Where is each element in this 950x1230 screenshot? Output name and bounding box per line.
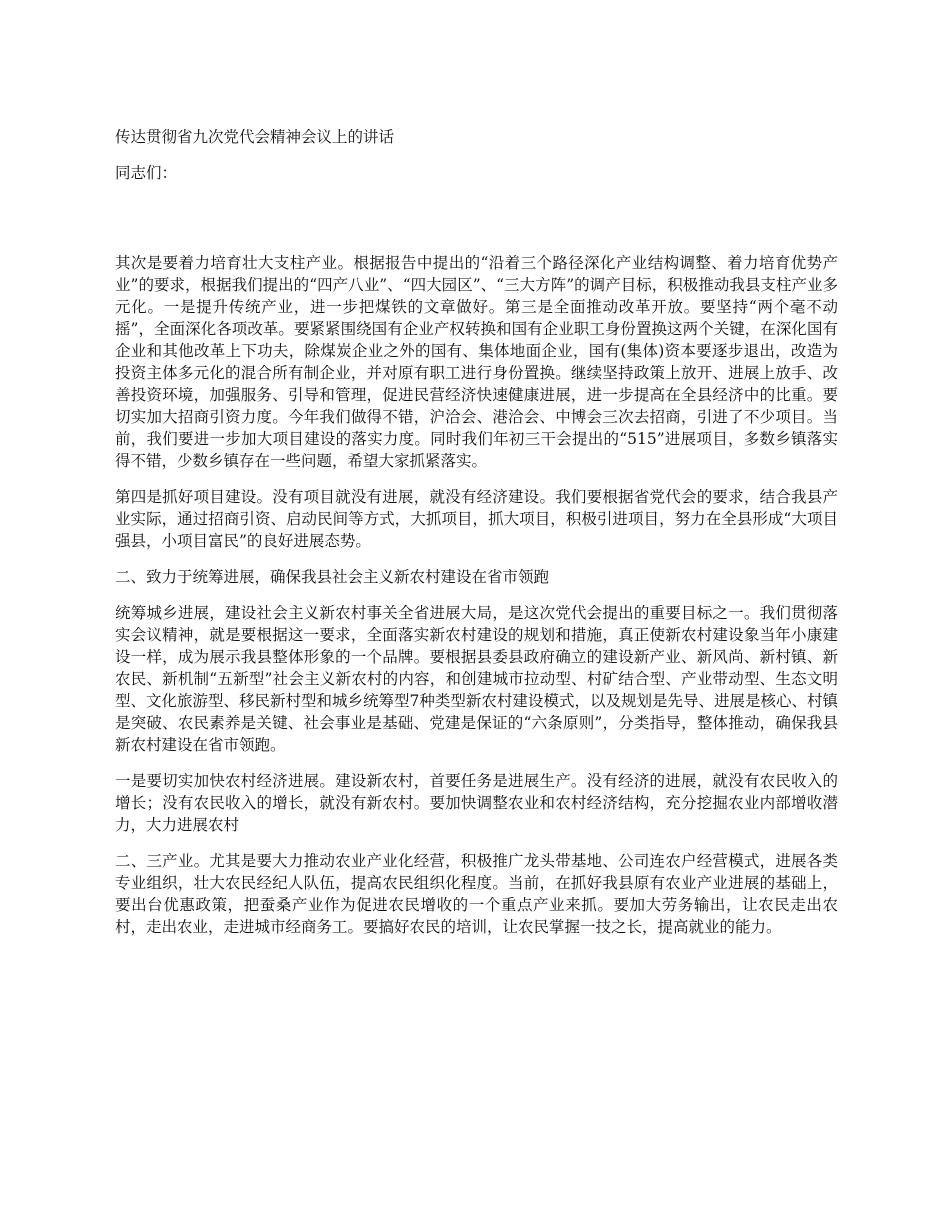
paragraph-rural-economy: 一是要切实加快农村经济进展。建设新农村，首要任务是进展生产。没有经济的进展，就没有农民收入的增长；没有农民收入的增长，就没有新农村。要加快调整农业和农村经济结构，充分挖掘农业内部增收潜力，大力进展农村 <box>115 772 838 834</box>
paragraph-secondary-tertiary-industry: 二、三产业。尤其是要大力推动农业产业化经营，积极推广龙头带基地、公司连农户经营模式，进展各类专业组织，壮大农民经纪人队伍，提高农民组织化程度。当前，在抓好我县原有农业产业进展的基础上，要出台优惠政策，把蚕桑产业作为促进农民增收的一个重点产业来抓。要加大劳务输出，让农民走出农村，走出农业，走进城市经商务工。要搞好农民的培训，让农民掌握一技之长，提高就业的能力。 <box>115 852 838 936</box>
document-body <box>115 126 838 938</box>
paragraph-project-construction: 第四是抓好项目建设。没有项目就没有进展，就没有经济建设。我们要根据省党代会的要求，结合我县产业实际，通过招商引资、启动民间等方式，大抓项目，抓大项目，积极引进项目，努力在全县形成“大项目强县，小项目富民”的良好进展态势。 <box>115 488 838 550</box>
section-heading-rural-development: 二、致力于统筹进展，确保我县社会主义新农村建设在省市领跑 <box>115 568 550 586</box>
salutation: 同志们： <box>115 164 178 182</box>
document-title: 传达贯彻省九次党代会精神会议上的讲话 <box>115 128 395 146</box>
paragraph-industry-reform: 其次是要着力培育壮大支柱产业。根据报告中提出的“沿着三个路径深化产业结构调整、着力培育优势产业”的要求，根据我们提出的“四产八业”、“四大园区”、“三大方阵”的调产目标，积极推动我县支柱产业多元化。一是提升传统产业，进一步把煤铁的文章做好。第三是全面推动改革开放。要坚持“两个毫不动摇”，全面深化各项改革。要紧紧围绕国有企业产权转换和国有企业职工身份置换这两个关键，在深化国有企业和其他改革上下功夫，除煤炭企业之外的国有、集体地面企业，国有(集体)资本要逐步退出，改造为投资主体多元化的混合所有制企业，并对原有职工进行身份置换。继续坚持政策上放开、进展上放手、改善投资环境，加强服务、引导和管理，促进民营经济快速健康进展，进一步提高在全县经济中的比重。要切实加大招商引资力度。今年我们做得不错，沪洽会、港洽会、中博会三次去招商，引进了不少项目。当前，我们要进一步加大项目建设的落实力度。同时我们年初三干会提出的“515”进展项目，多数乡镇落实得不错，少数乡镇存在一些问题，希望大家抓紧落实。 <box>115 254 838 470</box>
paragraph-urban-rural-coordination: 统筹城乡进展，建设社会主义新农村事关全省进展大局，是这次党代会提出的重要目标之一。我们贯彻落实会议精神，就是要根据这一要求，全面落实新农村建设的规划和措施，真正使新农村建设象当年小康建设一样，成为展示我县整体形象的一个品牌。要根据县委县政府确立的建设新产业、新风尚、新村镇、新农民、新机制“五新型”社会主义新农村的内容，和创建城市拉动型、村矿结合型、产业带动型、生态文明型、文化旅游型、移民新村型和城乡统筹型7种类型新农村建设模式，以及规划是先导、进展是核心、村镇是突破、农民素养是关键、社会事业是基础、党建是保证的“六条原则”，分类指导，整体推动，确保我县新农村建设在省市领跑。 <box>115 604 838 754</box>
